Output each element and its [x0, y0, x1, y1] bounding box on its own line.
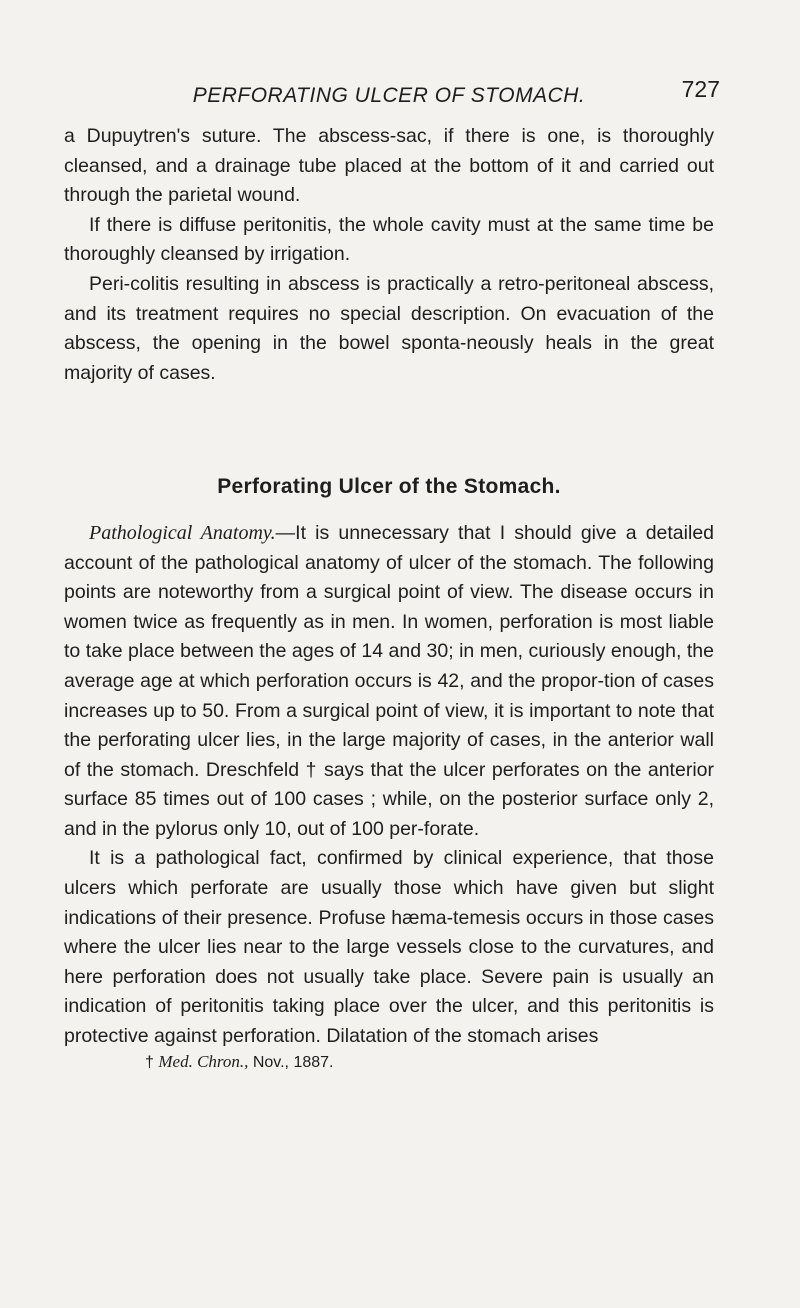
- running-title: PERFORATING ULCER OF STOMACH.: [192, 84, 586, 107]
- paragraph-2: If there is diffuse peritonitis, the whole cavity must at the same time be thoroughly cleansed by irrigation.: [64, 213, 714, 266]
- subheading: Pathological Anatomy.: [89, 521, 276, 544]
- paragraph-1: a Dupuytren's suture. The abscess-sac, if there is one, is thoroughly cleansed, and a drainage tube placed at the bottom of it and carried out through the parietal wound.: [64, 125, 714, 207]
- footnote-mark: †: [145, 1053, 154, 1071]
- paragraph-5: It is a pathological fact, confirmed by clinical experience, that those ulcers which perforate are usually those which have given but slight indications of their presence. Profuse hæma-temesis occurs in those cases where the ulcer lies near to the large vessels close to the curvatures, and here perforation does not usually take place. Severe pain is usually an indication of peritonitis taking place over the ulcer, and this peritonitis is protective against perforation. Dilatation of the stomach arises: [64, 847, 714, 1048]
- section-heading: Perforating Ulcer of the Stomach.: [217, 475, 561, 499]
- paragraph-4: [64, 519, 714, 845]
- body-text: [64, 122, 714, 1073]
- page-number: 727: [681, 76, 720, 102]
- running-head: [64, 76, 720, 110]
- footnote: [64, 1052, 714, 1073]
- paragraph-4-text: —It is unnecessary that I should give a detailed account of the pathological anatomy of ulcer of the stomach. The following points are noteworthy from a surgical point of view. The disease occurs in women twice as frequently as in men. In women, perforation is most liable to take place between the ages of 14 and 30; in men, curiously enough, the average age at which perforation occurs is 42, and the propor-tion of cases increases up to 50. From a surgical point of view, it is important to note that the perforating ulcer lies, in the large majority of cases, in the anterior wall of the stomach. Dreschfeld † says that the ulcer perforates on the anterior surface 85 times out of 100 cases ; while, on the posterior surface only 2, and in the pylorus only 10, out of 100 per-forate.: [64, 521, 715, 840]
- footnote-date: Nov., 1887.: [252, 1053, 334, 1071]
- paragraph-3: Peri-colitis resulting in abscess is practically a retro-peritoneal abscess, and its treatment requires no special description. On evacuation of the abscess, the opening in the bowel sponta-neously heals in the great majority of cases.: [64, 272, 714, 384]
- footnote-source: Med. Chron.,: [158, 1051, 249, 1071]
